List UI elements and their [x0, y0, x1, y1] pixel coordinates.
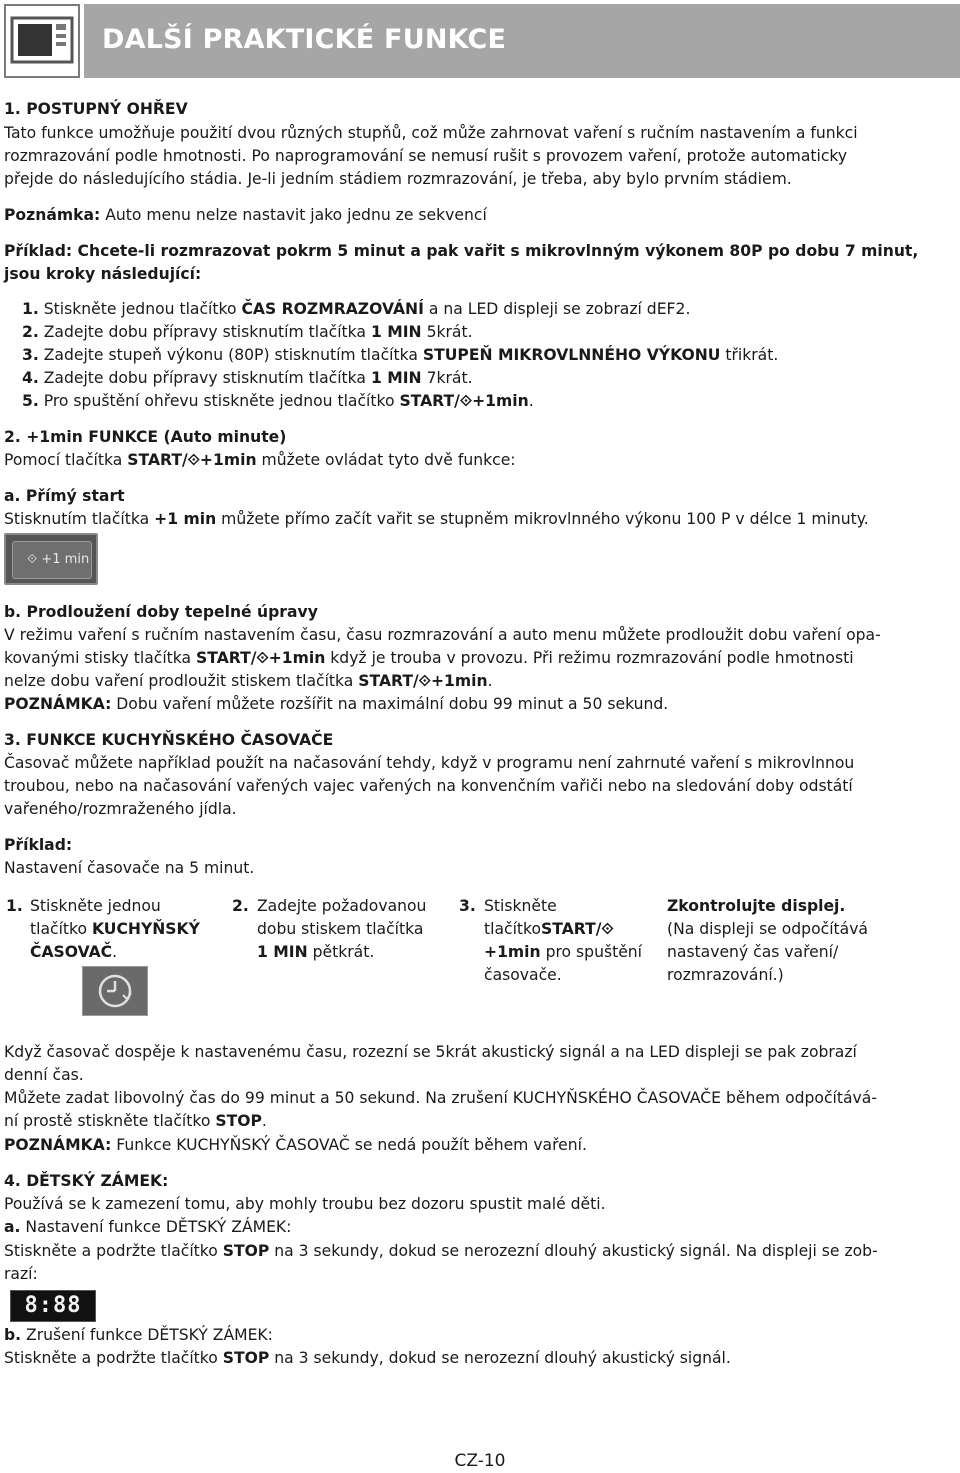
step-number: 2.: [22, 323, 39, 341]
step-text: Stiskněte jednou tlačítko: [38, 300, 242, 318]
key: START/⟐+1min: [358, 672, 488, 690]
col-3-line: [484, 941, 664, 964]
section-4-heading: 4. DĚTSKÝ ZÁMEK:: [4, 1172, 169, 1190]
led-display: [10, 1290, 96, 1322]
section-3-para-line: troubou, nebo na načasování vařených vajec vařených na konvenčním vařiči nebo na sledování doby odstátí: [4, 777, 853, 795]
text: Stiskněte a podržte tlačítko: [4, 1242, 223, 1260]
note-text: Funkce KUCHYŇSKÝ ČASOVAČ se nedá použít během vaření.: [111, 1136, 587, 1154]
start-button-face: [12, 541, 92, 579]
col-4-line: Zkontrolujte displej.: [667, 897, 846, 915]
page-number: CZ-10: [454, 1451, 506, 1471]
note-text: Auto menu nelze nastavit jako jednu ze sekvencí: [100, 206, 487, 224]
key: STOP: [215, 1112, 262, 1130]
section-1-note: [4, 204, 959, 227]
note-label: Poznámka:: [4, 206, 101, 224]
step-key: START/⟐+1min: [399, 392, 529, 410]
step-text: Zadejte dobu přípravy stisknutím tlačítka: [38, 323, 371, 341]
section-1-para-line: rozmrazování podle hmotnosti. Po naprogramování se nemusí rušit s provozem vaření, protože automaticky: [4, 147, 848, 165]
col-2-line: Zadejte požadovanou: [257, 897, 427, 915]
label: b.: [4, 1326, 22, 1344]
col-2-line: [257, 941, 457, 964]
col-2-line: dobu stiskem tlačítka: [257, 920, 424, 938]
col-3-line: Stiskněte: [484, 897, 557, 915]
subsection-a-line: razí:: [4, 1265, 38, 1283]
step-number: 5.: [22, 392, 39, 410]
key: START/⟐: [541, 920, 614, 938]
section-1-heading: 1. POSTUPNÝ OHŘEV: [4, 100, 188, 118]
col-2-number: 2.: [232, 897, 249, 915]
example-label: Příklad:: [4, 836, 73, 854]
col-1-line: [30, 918, 230, 941]
col-3-line: [484, 918, 664, 941]
subsection-b-line: [4, 1347, 959, 1370]
text: .: [487, 672, 493, 690]
step-2: [22, 321, 960, 344]
step-text: 7krát.: [421, 369, 473, 387]
section-3-heading: 3. FUNKCE KUCHYŇSKÉHO ČASOVAČE: [4, 731, 334, 749]
subsection-b-note: [4, 693, 959, 716]
col-3-number: 3.: [459, 897, 476, 915]
text: Nastavení funkce DĚTSKÝ ZÁMEK:: [20, 1218, 292, 1236]
text: pro spuštění: [540, 943, 642, 961]
subsection-b-line: [4, 647, 959, 670]
step-key: 1 MIN: [370, 369, 422, 387]
key: ČASOVAČ: [30, 943, 113, 961]
subsection-a-line: [4, 1240, 959, 1263]
section-3-note: [4, 1134, 959, 1157]
example-line: Příklad: Chcete-li rozmrazovat pokrm 5 minut a pak vařit s mikrovlnným výkonem 80P po dobu 7 minut,: [4, 242, 919, 260]
step-5: [22, 390, 960, 413]
section-2-heading: 2. +1min FUNKCE (Auto minute): [4, 428, 287, 446]
section-3-after-line: Můžete zadat libovolný čas do 99 minut a 50 sekund. Na zrušení KUCHYŇSKÉHO ČASOVAČE během odpočítává-: [4, 1089, 877, 1107]
step-text: .: [528, 392, 534, 410]
text: ní prostě stiskněte tlačítko: [4, 1112, 216, 1130]
text: na 3 sekundy, dokud se nerozezní dlouhý akustický signál. Na displeji se zob-: [269, 1242, 878, 1260]
step-text: 5krát.: [421, 323, 473, 341]
key: +1 min: [154, 510, 217, 528]
col-4-line: rozmrazování.): [667, 966, 784, 984]
step-number: 4.: [22, 369, 39, 387]
section-1-para-line: přejde do následujícího stádia. Je-li jedním stádiem rozmrazování, je třeba, aby bylo prvním stádiem.: [4, 170, 792, 188]
start-plus-1min-button-illustration: [4, 533, 98, 585]
subsection-a-text: [4, 508, 959, 531]
text: .: [261, 1112, 267, 1130]
example-text: Nastavení časovače na 5 minut.: [4, 859, 255, 877]
subsection-a-title: [4, 1216, 959, 1239]
step-1: [22, 298, 960, 321]
text: Stisknutím tlačítka: [4, 510, 155, 528]
text: tlačítko: [30, 920, 92, 938]
label: a.: [4, 1218, 21, 1236]
key: 1 MIN: [257, 943, 308, 961]
step-text: a na LED displeji se zobrazí dEF2.: [423, 300, 691, 318]
section-3-after-line: [4, 1110, 959, 1133]
text: Stiskněte a podržte tlačítko: [4, 1349, 223, 1367]
section-1-para-line: Tato funkce umožňuje použití dvou různých stupňů, což může zahrnovat vaření s ručním nastavením a funkci: [4, 124, 858, 142]
step-text: třikrát.: [720, 346, 779, 364]
step-text: Pro spuštění ohřevu stiskněte jednou tlačítko: [38, 392, 400, 410]
section-3-after-line: Když časovač dospěje k nastavenému času, rozezní se 5krát akustický signál a na LED displeji se pak zobrazí: [4, 1043, 857, 1061]
key: +1min: [484, 943, 541, 961]
col-4-line: (Na displeji se odpočítává: [667, 920, 868, 938]
subsection-b-line: [4, 670, 959, 693]
text: Pomocí tlačítka: [4, 451, 128, 469]
section-3-para-line: Časovač můžete například použít na načasování tehdy, když v programu není zahrnuté vaření s mikrovlnnou: [4, 754, 855, 772]
step-number: 3.: [22, 346, 39, 364]
text: můžete přímo začít vařit se stupněm mikrovlnného výkonu 100 P v délce 1 minuty.: [216, 510, 869, 528]
col-1-number: 1.: [6, 897, 23, 915]
col-1-line: Stiskněte jednou: [30, 897, 161, 915]
step-3: [22, 344, 960, 367]
key: START/⟐+1min: [127, 451, 257, 469]
microwave-icon: [4, 4, 80, 78]
subsection-a-heading: a. Přímý start: [4, 487, 125, 505]
text: když je trouba v provozu. Při režimu rozmrazování podle hmotnosti: [325, 649, 854, 667]
note-text: Dobu vaření můžete rozšířit na maximální dobu 99 minut a 50 sekund.: [111, 695, 669, 713]
col-4-line: nastavený čas vaření/: [667, 943, 839, 961]
key: START/⟐+1min: [196, 649, 326, 667]
step-key: ČAS ROZMRAZOVÁNÍ: [241, 300, 424, 318]
section-4-intro: Používá se k zamezení tomu, aby mohly troubu bez dozoru spustit malé děti.: [4, 1195, 606, 1213]
text: .: [112, 943, 118, 961]
text: kovanými stisky tlačítka: [4, 649, 197, 667]
step-text: Zadejte dobu přípravy stisknutím tlačítka: [38, 369, 371, 387]
text: pětkrát.: [307, 943, 375, 961]
example-line: jsou kroky následující:: [4, 265, 202, 283]
text: na 3 sekundy, dokud se nerozezní dlouhý akustický signál.: [269, 1349, 731, 1367]
text: tlačítko: [484, 920, 542, 938]
kitchen-timer-button-illustration: [82, 966, 148, 1016]
step-text: Zadejte stupeň výkonu (80P) stisknutím tlačítka: [38, 346, 423, 364]
key: STOP: [222, 1349, 270, 1367]
page-title: DALŠÍ PRAKTICKÉ FUNKCE: [102, 24, 507, 55]
text: nelze dobu vaření prodloužit stiskem tlačítka: [4, 672, 359, 690]
timer-icon: [83, 967, 147, 1015]
text: Zrušení funkce DĚTSKÝ ZÁMEK:: [21, 1326, 273, 1344]
step-number: 1.: [22, 300, 39, 318]
section-2-intro: [4, 449, 959, 472]
section-3-after-line: denní čas.: [4, 1066, 84, 1084]
subsection-b-line: V režimu vaření s ručním nastavením času, času rozmrazování a auto menu můžete prodloužit dobu vaření opa-: [4, 626, 881, 644]
step-key: 1 MIN: [370, 323, 422, 341]
step-4: [22, 367, 960, 390]
note-label: POZNÁMKA:: [4, 695, 112, 713]
key: KUCHYŇSKÝ: [92, 920, 200, 938]
subsection-b-title: [4, 1324, 959, 1347]
led-display-value: 8:88: [24, 1293, 82, 1318]
text: můžete ovládat tyto dvě funkce:: [256, 451, 516, 469]
key: STOP: [222, 1242, 270, 1260]
note-label: POZNÁMKA:: [4, 1136, 112, 1154]
col-1-line: [30, 941, 230, 964]
subsection-b-heading: b. Prodloužení doby tepelné úpravy: [4, 603, 318, 621]
step-key: STUPEŇ MIKROVLNNÉHO VÝKONU: [422, 346, 721, 364]
start-button-label: ⟐ +1 min: [27, 552, 90, 567]
header: [0, 0, 960, 82]
section-3-para-line: vařeného/rozmraženého jídla.: [4, 800, 237, 818]
col-3-line: časovače.: [484, 966, 562, 984]
